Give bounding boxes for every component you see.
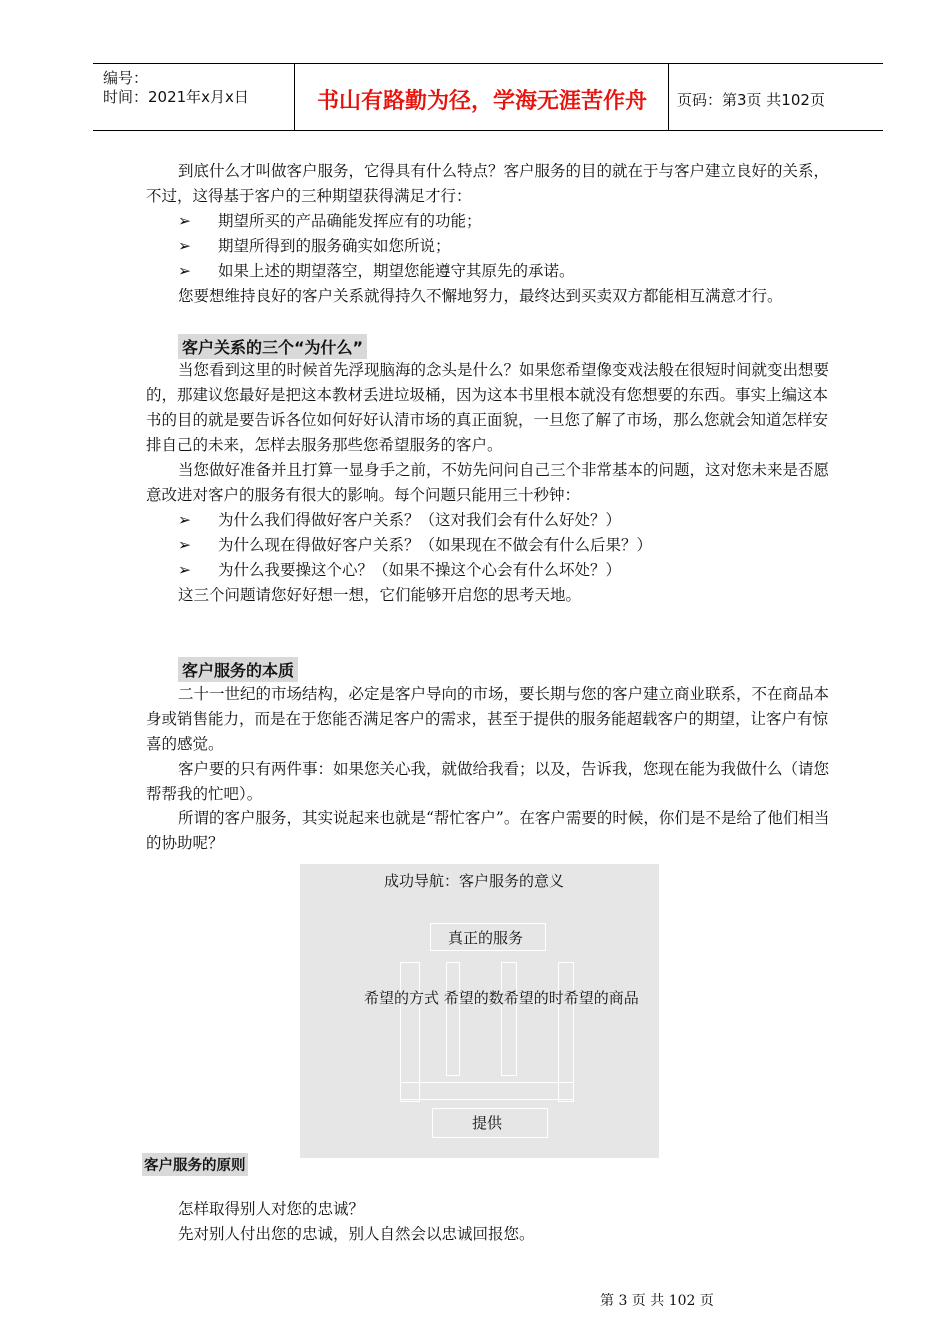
- intro-paragraph-1: 到底什么才叫做客户服务，它得具有什么特点？客户服务的目的就在于与客户建立良好的关系，不过，这得基于客户的三种期望获得满足才行：: [146, 162, 830, 205]
- intro-bullet-text: 期望所得到的服务确实如您所说；: [218, 237, 451, 255]
- diagram-middle-labels: 希望的方式 希望的数希望的时希望的商品: [364, 989, 639, 1007]
- section1-paragraph-1: 当您看到这里的时候首先浮现脑海的念头是什么？如果您希望像变戏法般在很短时间就变出想要的，那建议您最好是把这本教材丢进垃圾桶，因为这本书里根本就没有您想要的东西。事实上编这本书的目的就是要告诉各位如何好好认清市场的真正面貌，一旦您了解了市场，那么您就会知道怎样安排自己的未来，怎样去服务那些您希望服务的客户。: [146, 361, 830, 454]
- intro-bullet-text: 如果上述的期望落空，期望您能遵守其原先的承诺。: [218, 262, 575, 280]
- header-top-rule: [93, 63, 883, 64]
- intro-paragraph-2: 您要想维持良好的客户关系就得持久不懈地努力，最终达到买卖双方都能相互满意才行。: [178, 287, 783, 305]
- header-page-label: 页码：第3页 共102页: [677, 91, 825, 109]
- section2-heading: 客户服务的本质: [178, 657, 298, 682]
- intro-bullet-1: [178, 209, 482, 234]
- section1-bullet-3: [178, 558, 621, 583]
- diagram-bottom-box-label: 提供: [472, 1114, 503, 1132]
- header-motto: 书山有路勤为径，学海无涯苦作舟: [316, 89, 647, 114]
- section1-paragraph-3: 这三个问题请您好好想一想，它们能够开启您的思考天地。: [178, 586, 582, 604]
- section3-heading: 客户服务的原则: [142, 1153, 248, 1176]
- service-meaning-diagram: [300, 864, 659, 1158]
- section2-paragraph-1: 二十一世纪的市场结构，必定是客户导向的市场，要长期与您的客户建立商业联系，不在商品本身或销售能力，而是在于您能否满足客户的需求，甚至于提供的服务能超载客户的期望，让客户有惊喜的感觉。: [146, 685, 830, 753]
- diagram-outline: [558, 962, 574, 1102]
- arrow-bullet-icon: ➢: [178, 262, 191, 280]
- section1-bullet-text: 为什么现在得做好客户关系？（如果现在不做会有什么后果？）: [218, 536, 653, 554]
- document-time-label: 时间：2021年x月x日: [103, 88, 249, 106]
- intro-bullet-3: [178, 259, 575, 284]
- section2-paragraph-3: 所谓的客户服务，其实说起来也就是“帮忙客户”。在客户需要的时候，你们是不是给了他们相当的协助呢？: [146, 809, 830, 852]
- section1-paragraph-2: 当您做好准备并且打算一显身手之前，不妨先问问自己三个非常基本的问题，这对您未来是否愿意改进对客户的服务有很大的影响。每个问题只能用三十秒钟：: [146, 461, 830, 504]
- page-footer: 第 3 页 共 102 页: [600, 1293, 714, 1309]
- section2-paragraph-2: 客户要的只有两件事：如果您关心我，就做给我看；以及，告诉我，您现在能为我做什么（请您帮帮我的忙吧）。: [146, 760, 830, 803]
- diagram-top-box-label: 真正的服务: [448, 929, 524, 947]
- section1-bullet-text: 为什么我们得做好客户关系？（这对我们会有什么好处？）: [218, 511, 622, 529]
- document-number-label: 编号：: [103, 69, 149, 87]
- section3-line-2: 先对别人付出您的忠诚，别人自然会以忠诚回报您。: [178, 1225, 535, 1243]
- intro-bullet-text: 期望所买的产品确能发挥应有的功能；: [218, 212, 482, 230]
- diagram-outline: [446, 962, 460, 1076]
- intro-bullet-2: [178, 234, 451, 259]
- header-divider-left: [294, 64, 295, 130]
- arrow-bullet-icon: ➢: [178, 511, 191, 529]
- section1-bullet-text: 为什么我要操这个心？（如果不操这个心会有什么坏处？）: [218, 561, 622, 579]
- section1-bullet-1: [178, 508, 621, 533]
- diagram-title: 成功导航：客户服务的意义: [384, 872, 565, 890]
- section1-bullet-2: [178, 533, 652, 558]
- arrow-bullet-icon: ➢: [178, 237, 191, 255]
- diagram-outline: [400, 962, 420, 1102]
- diagram-outline: [501, 962, 517, 1076]
- diagram-outline: [400, 1082, 574, 1100]
- section3-line-1: 怎样取得别人对您的忠诚？: [178, 1200, 365, 1218]
- header-divider-right: [668, 64, 669, 130]
- section1-heading: 客户关系的三个“为什么”: [178, 334, 367, 359]
- header-bottom-rule: [93, 130, 883, 131]
- arrow-bullet-icon: ➢: [178, 561, 191, 579]
- arrow-bullet-icon: ➢: [178, 212, 191, 230]
- arrow-bullet-icon: ➢: [178, 536, 191, 554]
